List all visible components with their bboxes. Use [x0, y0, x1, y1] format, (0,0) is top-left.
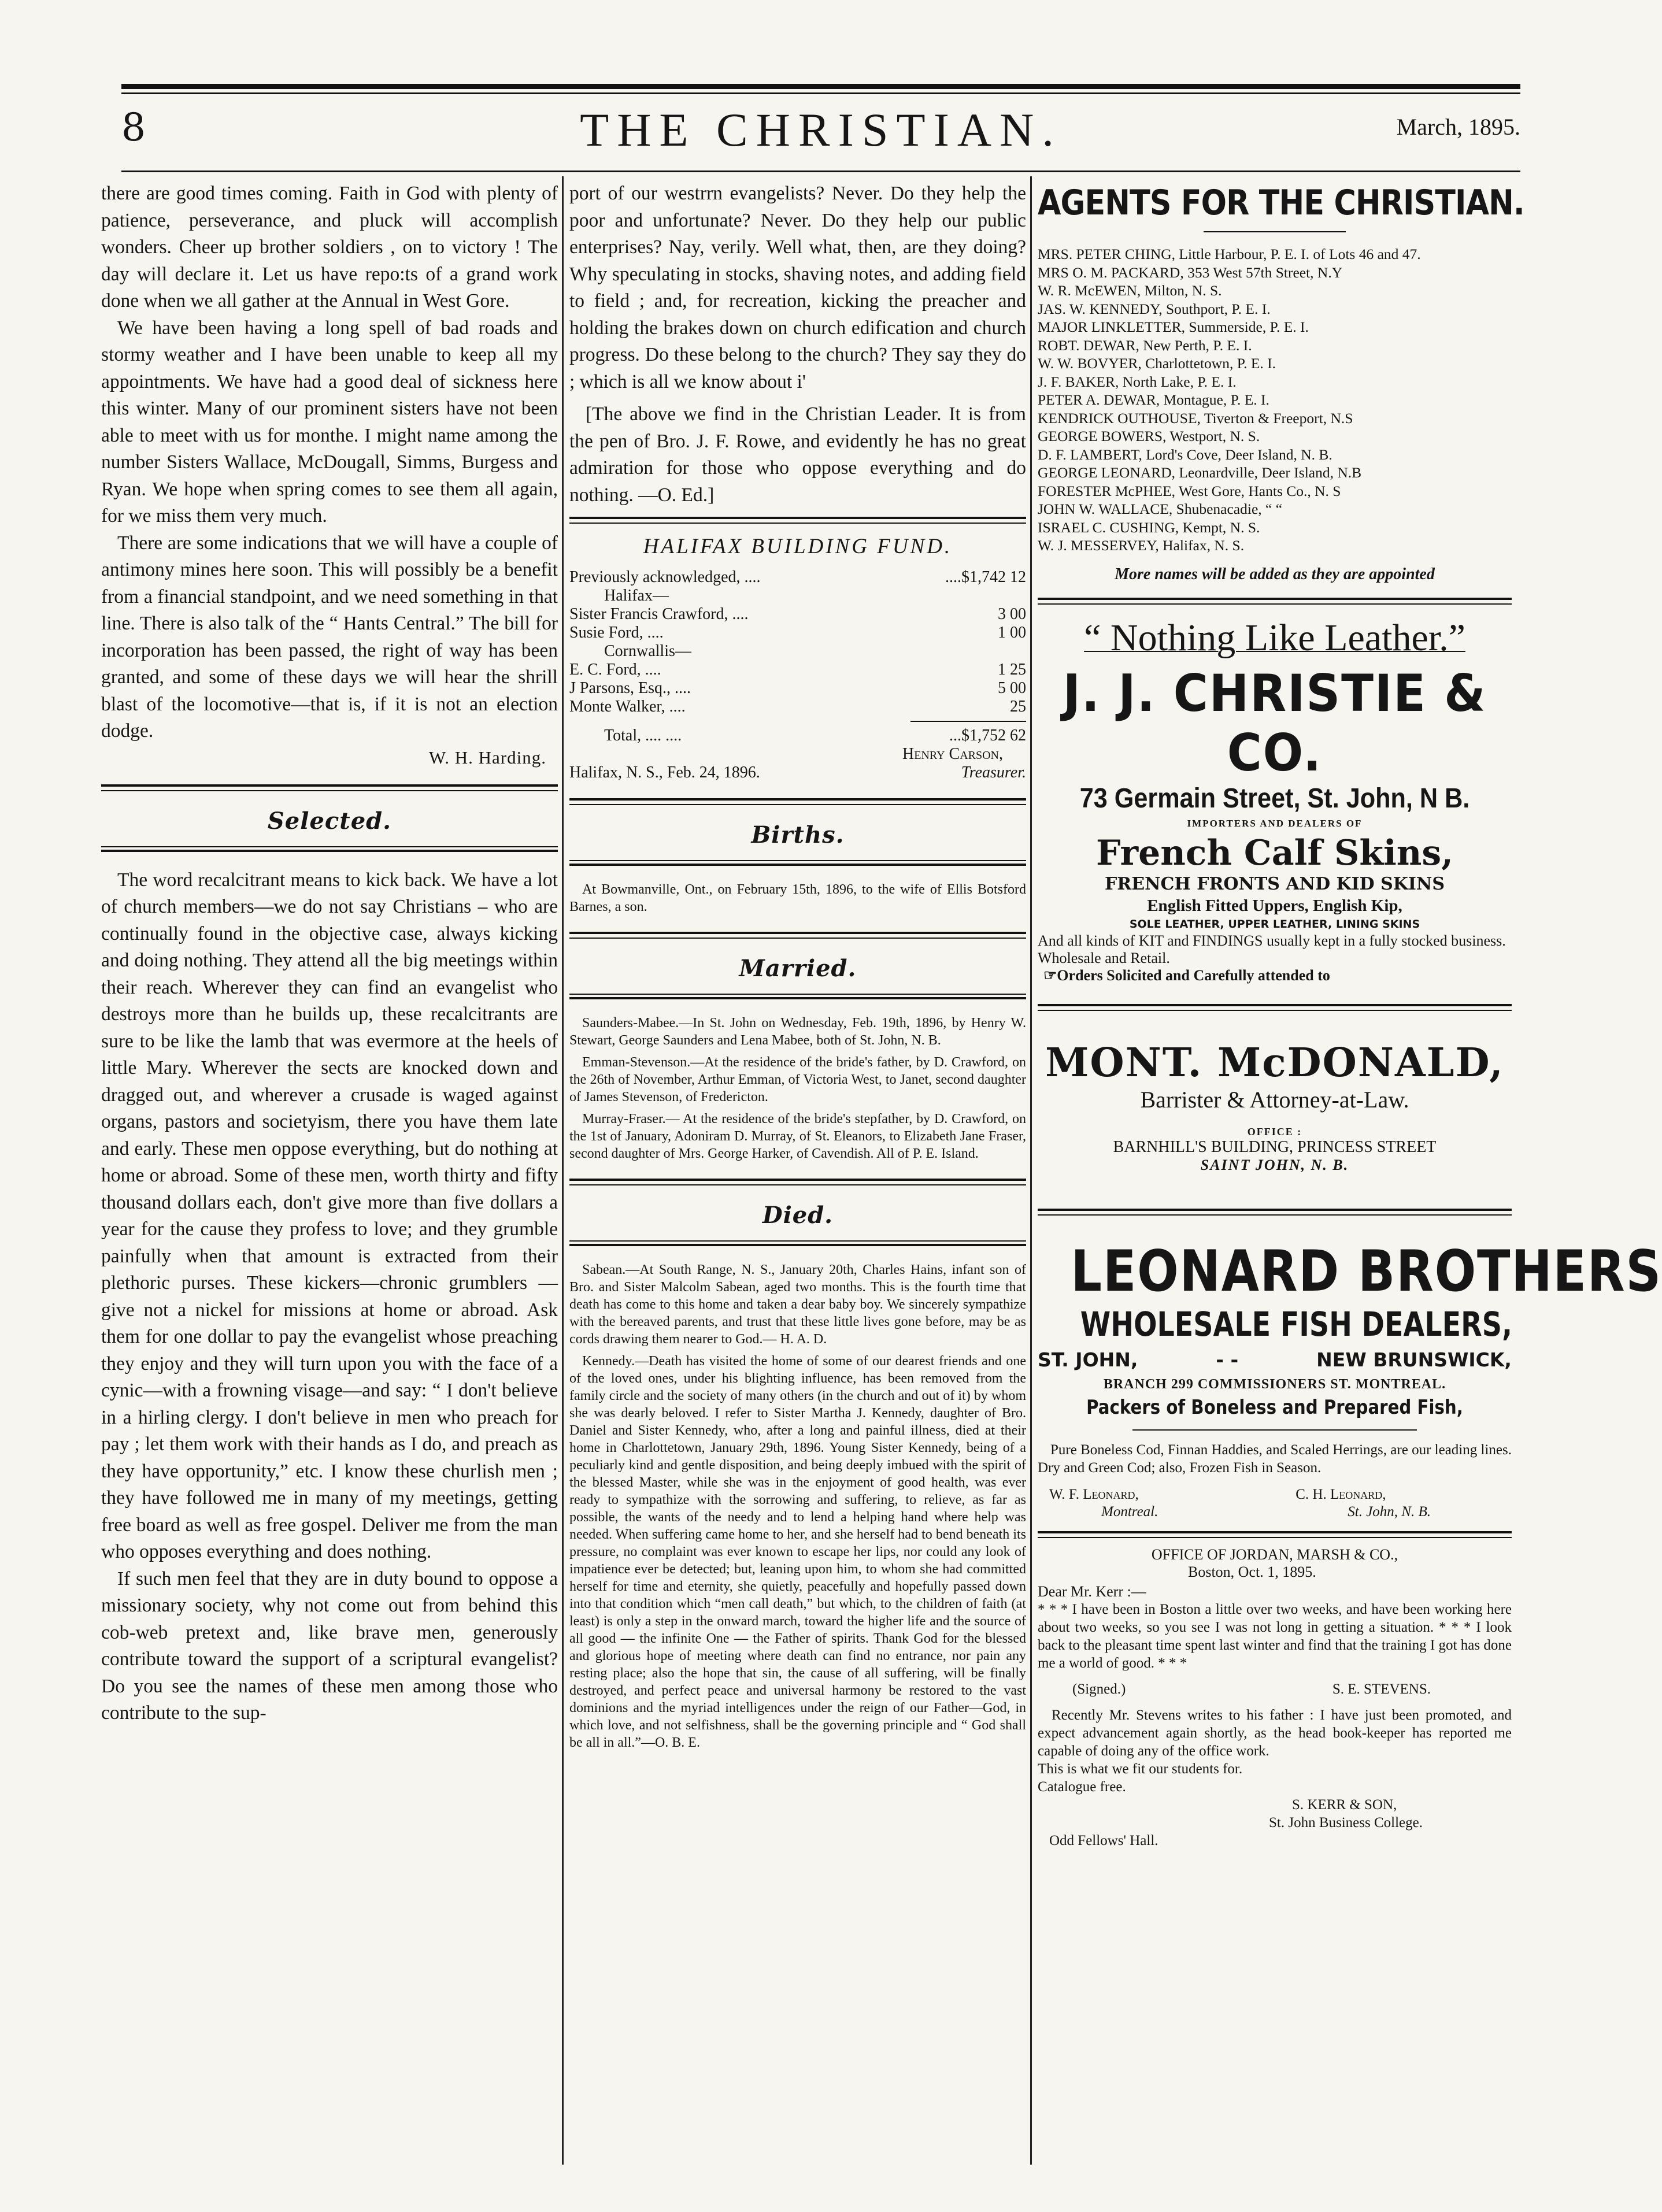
college-signed-row: (Signed.) S. E. STEVENS. [1072, 1681, 1431, 1697]
short-rule [1204, 231, 1346, 232]
section-rule [569, 994, 1026, 999]
section-rule [1038, 1004, 1512, 1011]
article-signature: W. H. Harding. [428, 747, 546, 768]
section-rule [1038, 1209, 1512, 1216]
agent-entry: W. J. MESSERVEY, Halifax, N. S. [1038, 537, 1245, 554]
section-rule [569, 860, 1026, 866]
agent-entry: MRS. PETER CHING, Little Harbour, P. E. I. of Lots 46 and 47. [1038, 246, 1421, 262]
fish-partner: C. H. Leonard, St. John, N. B. [1295, 1486, 1431, 1520]
fish-city-sep: - - [1216, 1348, 1239, 1371]
agent-entry: J. F. BAKER, North Lake, P. E. I. [1038, 373, 1237, 390]
fund-title: HALIFAX BUILDING FUND. [643, 535, 953, 558]
fund-footer [569, 764, 1026, 782]
college-catalogue: Catalogue free. [1038, 1779, 1126, 1795]
agents-list [1038, 245, 1512, 555]
married-heading: Married. [739, 955, 857, 982]
lawyer-office-label: OFFICE : [1247, 1125, 1302, 1138]
selected-heading: Selected. [267, 807, 392, 835]
agent-entry: FORESTER McPHEE, West Gore, Hants Co., N. S [1038, 482, 1341, 499]
section-rule [569, 932, 1026, 939]
section-rule [1038, 598, 1512, 605]
fund-row: Monte Walker, .... 25 [569, 698, 1026, 716]
college-office: OFFICE OF JORDAN, MARSH & CO., [1151, 1546, 1398, 1563]
section-rule [569, 517, 1026, 524]
section-rule [569, 1179, 1026, 1185]
fund-total-row: Total, .... .... ...$1,752 62 [604, 727, 1026, 744]
leather-address: 73 Germain Street, St. John, N B. [1079, 783, 1470, 814]
fund-place: Halifax, N. S., Feb. 24, 1896. [569, 764, 760, 781]
college-hall: Odd Fellows' Hall. [1049, 1832, 1158, 1848]
agent-entry: MAJOR LINKLETTER, Summerside, P. E. I. [1038, 318, 1309, 335]
editor-note: [The above we find in the Christian Leader. It is from the pen of Bro. J. F. Rowe, and evidently he has no great admiration for those who oppose everything and do nothing. —O. Ed.] [569, 403, 1026, 506]
section-rule [101, 846, 558, 852]
leather-line: SOLE LEATHER, UPPER LEATHER, LINING SKINS [1129, 917, 1420, 931]
fund-row: Previously acknowledged, .... ....$1,742 12 [569, 568, 1026, 586]
leather-line: And all kinds of KIT and FINDINGS usually kept in a fully stocked business. Wholesale and Retail. [1038, 932, 1506, 966]
column-divider-1 [562, 176, 564, 2165]
fish-firm: LEONARD BROTHERS [1071, 1238, 1662, 1305]
fund-row: E. C. Ford, .... 1 25 [569, 661, 1026, 679]
article-paragraph: We have been having a long spell of bad roads and stormy weather and I have been unable to keep all my appointments. We have had a good deal of sickness here this winter. Many of our prominent sisters have not been able to meet with us for monthe. I might name among the number Sisters Wallace, McDougall, Simms, Burgess and Ryan. We hope when spring comes to see them all again, for we miss them very much. [101, 317, 558, 527]
fund-table [569, 568, 1026, 782]
fund-signer: Henry Carson, [902, 745, 1003, 763]
agent-entry: JOHN W. WALLACE, Shubenacadie, “ “ [1038, 501, 1283, 517]
marriage-notice: Saunders-Mabee.—In St. John on Wednesday, Feb. 19th, 1896, by Henry W. Stewart, George Saunders and Lena Mabee, both of St. John, N. B. [569, 1016, 1026, 1048]
fish-branch: BRANCH 299 COMMISSIONERS ST. MONTREAL. [1103, 1376, 1446, 1392]
agent-entry: ROBT. DEWAR, New Perth, P. E. I. [1038, 336, 1252, 354]
marriage-notice: Murray-Fraser.— At the residence of the bride's stepfather, by D. Crawford, on the 1st of January, Adoniram D. Murray, of St. Eleanors, to Elizabeth Jane Fraser, second daughter of Mrs. George Harker, of Cavendish. All of P. E. Island. [569, 1111, 1026, 1161]
marriage-notice: Emman-Stevenson.—At the residence of the bride's father, by D. Crawford, on the 26th of November, Arthur Emman, of Victoria West, to Janet, second daughter of James Stevenson, of Fredericton. [569, 1055, 1026, 1105]
fish-body: Pure Boneless Cod, Finnan Haddies, and Scaled Herrings, are our leading lines. Dry and Green Cod; also, Frozen Fish in Season. [1038, 1442, 1512, 1476]
birth-notice: At Bowmanville, Ont., on February 15th, 1896, to the wife of Ellis Botsford Barnes, a son. [569, 882, 1026, 914]
fish-partner: W. F. Leonard, Montreal. [1049, 1486, 1158, 1520]
college-salutation: Dear Mr. Kerr :— [1038, 1583, 1146, 1600]
agents-title: AGENTS FOR THE CHRISTIAN. [1038, 183, 1524, 223]
fund-row: Sister Francis Crawford, .... 3 00 [569, 605, 1026, 623]
died-heading: Died. [762, 1202, 834, 1229]
college-name: St. John Business College. [1269, 1814, 1423, 1831]
agent-entry: W. R. McEWEN, Milton, N. S. [1038, 282, 1222, 299]
section-rule [569, 798, 1026, 805]
section-rule [101, 784, 558, 791]
short-rule [1132, 1429, 1417, 1431]
college-dateline: Boston, Oct. 1, 1895. [1188, 1563, 1316, 1580]
college-letter: * * * I have been in Boston a little over two weeks, and have been working here about two weeks, so you see I was not long in getting a situation. * * * I look back to the pleasant time spent last winter and find that the training I got has done me a world of good. * * * [1038, 1601, 1512, 1671]
article-paragraph: There are some indications that we will have a couple of antimony mines here soon. This will possibly be a benefit from a financial standpoint, and we need something in that line. There is also talk of the “ Hants Central.” The bill for incorporation has been passed, the right of way has been granted, and some of these days we will hear the shrill blast of the locomotive—that is, if it is not an election dodge. [101, 532, 558, 742]
column-2 [569, 180, 1026, 2157]
article-paragraph: there are good times coming. Faith in God with plenty of patience, perseverance, and pluck will accomplish wonders. Cheer up brother soldiers , on to victory ! The day will declare it. Let us have repo:ts of a grand work done when we all gather at the Annual in West Gore. [101, 183, 558, 312]
leather-slogan: “ Nothing Like Leather.” [1084, 616, 1465, 659]
page-number: 8 [121, 105, 146, 150]
agent-entry: ISRAEL C. CUSHING, Kempt, N. S. [1038, 518, 1260, 536]
leather-firm: J. J. CHRISTIE & CO. [1063, 663, 1487, 783]
fish-province: NEW BRUNSWICK, [1316, 1348, 1512, 1371]
selected-paragraph: The word recalcitrant means to kick back. We have a lot of church members—we do not say Christians – who are continually found in the objective case, always kicking and doing nothing. They attend all the big meetings within their reach. Wherever they can find an evangelist who destroys more than he builds up, these recalcitrants are sure to be like the lamb that was evermore at the heels of little Mary. Wherever the sects are knocked down and dragged out, and wherever a crusade is waged against organs, pastors and societyism, there you have them late and early. These men oppose everything, but do nothing at home or abroad. Some of these men, worth thirty and fifty thousand dollars each, don't give more than five dollars a year for the cause they profess to love; and they grumble painfully when that amount is extracted from their plethoric purses. These kickers—chronic grumblers —give not a nickel for missions at home or abroad. Ask them for one dollar to pay the evangelist whose preaching they enjoy and they will turn upon you with the face of a cynic—with a frowning visage—and say: “ I don't believe in a hirling clergy. I don't believe in men who preach for pay ; let them work with their hands as I do, and preach as they have opportunity,” etc. I know these churlish men ; they have followed me in many of my meetings, getting free board as well as free gospel. Deliver me from the man who opposes everything and does nothing. [101, 869, 558, 1562]
fish-city: ST. JOHN, [1038, 1348, 1138, 1371]
lawyer-address: BARNHILL'S BUILDING, PRINCESS STREET [1113, 1138, 1437, 1156]
fish-partners [1038, 1486, 1512, 1521]
leather-line: FRENCH FRONTS AND KID SKINS [1105, 873, 1445, 894]
agents-note: More names will be added as they are appointed [1115, 565, 1435, 583]
college-note: Recently Mr. Stevens writes to his father : I have just been promoted, and expect advancement again shortly, as the head book-keeper has reported me capable of doing any of the office work. [1038, 1707, 1512, 1759]
masthead-thin-rule [121, 92, 1520, 94]
paper-title: THE CHRISTIAN. [580, 103, 1062, 156]
agent-entry: PETER A. DEWAR, Montague, P. E. I. [1038, 391, 1269, 408]
agent-entry: GEORGE BOWERS, Westport, N. S. [1038, 428, 1260, 444]
column-1 [101, 180, 558, 2157]
agent-entry: MRS O. M. PACKARD, 353 West 57th Street, N.Y [1038, 264, 1343, 281]
lawyer-title: Barrister & Attorney-at-Law. [1140, 1086, 1409, 1113]
college-firm: S. KERR & SON, [1292, 1796, 1397, 1813]
fund-row: Susie Ford, .... 1 00 [569, 624, 1026, 642]
total-rule [910, 721, 1026, 722]
fund-row: J Parsons, Esq., .... 5 00 [569, 679, 1026, 697]
section-rule [569, 1240, 1026, 1246]
agent-entry: KENDRICK OUTHOUSE, Tiverton & Freeport, N.S [1038, 409, 1353, 427]
masthead [121, 103, 1520, 166]
agent-entry: GEORGE LEONARD, Leonardville, Deer Island, N.B [1038, 464, 1362, 481]
masthead-heavy-rule [121, 84, 1520, 89]
death-notice: Kennedy.—Death has visited the home of some of our dearest friends and one of the loved ones, under his blighting influence, has been removed from the family circle and the society of many others (in the church and out of it) by whom she was dearly beloved. I refer to Sister Martha J. Kennedy, daughter of Bro. Daniel and Sister Kennedy, who, after a long and painful illness, died at their home in Charlottetown, January 29th, 1896. Young Sister Kennedy, being of a peculiarly kind and gentle disposition, and being deeply imbued with the spirit of the blessed Master, while she was in the enjoyment of good health, was ever ready to sympathize with the sorrowing and suffering, to relieve, as far as possible, the wants of the needy and to lend a helping hand where help was needed. When suffering came home to her, and she herself had to bend beneath its pressure, no complaint was ever known to escape her lips, nor could any look of impatience ever be detected; but, leaning upon him, to whom she had committed herself for time and eternity, she quietly, peacefully and hopefully passed down into that condition which “men call death,” but which, to the children of faith (at least) is only a step in the onward march, toward the higher life and the source of all good — the infinite One — the Father of spirits. Thank God for the blessed and glorious hope of meeting where death can find no entrance, nor pain any resting place; also the hope that sin, the cause of all suffering, will be finally destroyed, and perfect peace and universal harmony be restored to the vast dominions and the myriad intelligences under the reign of our Father—God, in which love, and not selfishness, shall be the governing principle and “ God shall be all in all.”—O. B. E. [569, 1354, 1026, 1750]
fish-location-row [1038, 1348, 1512, 1371]
death-notice: Sabean.—At South Range, N. S., January 20th, Charles Hains, infant son of Bro. and Sister Malcolm Sabean, aged two months. This is the fourth time that death has come to this home and taken a dear baby boy. We sincerely sympathize with the bereaved parents, and trust that these little lives gone before, may be as cords drawing them nearer to God.— H. A. D. [569, 1262, 1026, 1347]
agent-entry: W. W. BOVYER, Charlottetown, P. E. I. [1038, 355, 1276, 372]
lawyer-city: SAINT JOHN, N. B. [1200, 1156, 1349, 1173]
agent-entry: JAS. W. KENNEDY, Southport, P. E. I. [1038, 300, 1271, 317]
section-rule [1038, 1531, 1512, 1538]
births-heading: Births. [751, 821, 845, 849]
article-continuation: port of our westrrn evangelists? Never. Do they help the poor and unfortunate? Never. Do they help our public enterprises? Nay, verily. Well what, then, are they doing? Why speculating in stocks, shaving notes, and adding field to field ; and, for recreation, kicking the preacher and holding the brakes down on church edification and church progress. Do these belong to the church? They say they do ; which is all we know about i' [569, 183, 1026, 392]
issue-date: March, 1895. [1396, 114, 1520, 140]
leather-line: English Fitted Uppers, English Kip, [1147, 896, 1402, 915]
agent-entry: D. F. LAMBERT, Lord's Cove, Deer Island, N. B. [1038, 446, 1332, 463]
college-note2: This is what we fit our students for. [1038, 1761, 1243, 1777]
lawyer-name: MONT. McDONALD, [1045, 1039, 1504, 1086]
fish-packers: Packers of Boneless and Prepared Fish, [1086, 1395, 1463, 1419]
leather-importers: IMPORTERS AND DEALERS OF [1187, 817, 1363, 829]
column-divider-2 [1030, 176, 1032, 2165]
masthead-bottom-rule [121, 171, 1520, 172]
fund-row: Cornwallis— [604, 642, 691, 660]
leather-line: ☞Orders Solicited and Carefully attended to [1043, 966, 1330, 984]
leather-headline: French Calf Skins, [1095, 832, 1454, 873]
fund-role: Treasurer. [961, 764, 1026, 781]
fund-row: Halifax— [604, 587, 669, 605]
fish-trade: WHOLESALE FISH DEALERS, [1080, 1304, 1513, 1344]
selected-paragraph: If such men feel that they are in duty bound to oppose a missionary society, why not come out from behind this cob-web pretext and, like brave men, generously contribute toward the support of a scriptural evangelist? Do you see the names of these men among those who contribute to the sup- [101, 1568, 558, 1724]
column-3 [1038, 180, 1662, 2157]
